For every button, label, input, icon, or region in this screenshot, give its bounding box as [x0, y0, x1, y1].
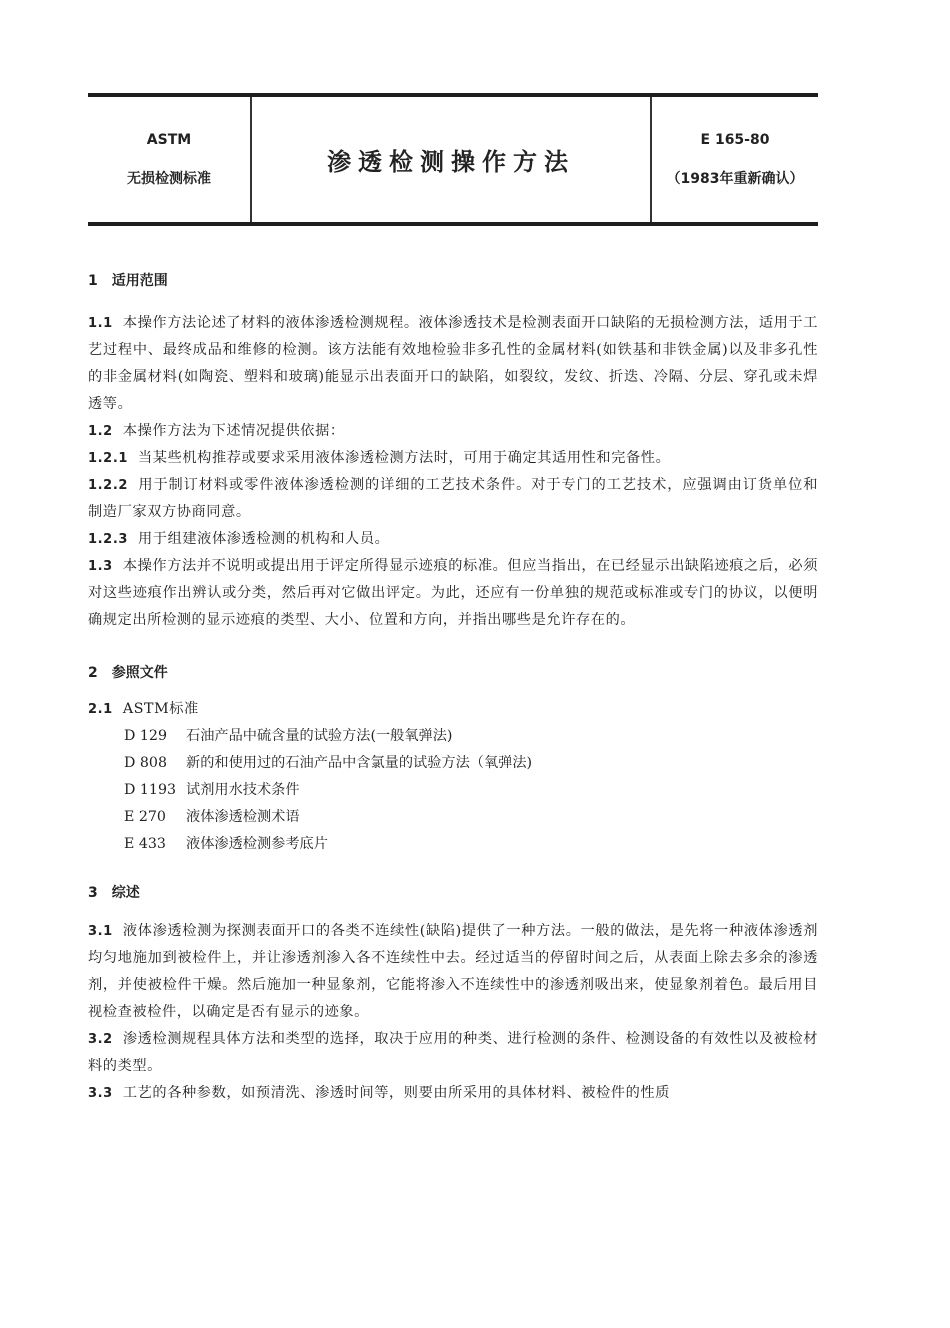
clause-text: 本操作方法论述了材料的液体渗透检测规程。液体渗透技术是检测表面开口缺陷的无损检测方法，适用于工艺过程中、最终成品和维修的检测。该方法能有效地检验非多孔性的金属材料(如铁基和非铁金属)以及非多孔性的非金属材料(如陶瓷、塑料和玻璃)能显示出表面开口的缺陷，如裂纹，发纹、折迭、冷隔、分层、穿孔或未焊透等。	[88, 315, 818, 412]
clause-number: 3.1	[88, 924, 113, 939]
standard-code: E 165-80	[700, 131, 770, 148]
document-header	[88, 93, 818, 227]
reference-title: 新的和使用过的石油产品中含氯量的试验方法（氧弹法)	[186, 755, 533, 771]
clause-1-2-1	[88, 445, 818, 472]
clause-number: 1.2.2	[88, 478, 129, 493]
clause-text: 渗透检测规程具体方法和类型的选择，取决于应用的种类、进行检测的条件、检测设备的有效性以及被检材料的类型。	[88, 1031, 818, 1074]
clause-number: 1.2.1	[88, 451, 129, 466]
clause-1-3	[88, 553, 818, 634]
clause-number: 3.3	[88, 1086, 113, 1101]
reference-code: E 433	[124, 836, 166, 852]
clause-3-1	[88, 918, 818, 1026]
document-body	[88, 270, 818, 1107]
clause-number: 1.3	[88, 559, 113, 574]
clause-text: 当某些机构推荐或要求采用液体渗透检测方法时，可用于确定其适用性和完备性。	[138, 450, 671, 466]
reapproved-note: （1983年重新确认）	[666, 170, 804, 187]
clause-number: 3.2	[88, 1032, 113, 1047]
clause-3-3	[88, 1080, 818, 1107]
header-org: ASTM	[146, 131, 192, 148]
clause-1-2-2	[88, 472, 818, 526]
reference-item	[124, 750, 818, 777]
reference-item	[124, 723, 818, 750]
reference-item	[124, 777, 818, 804]
header-category: 无损检测标准	[127, 170, 211, 187]
clause-number: 1.1	[88, 316, 113, 331]
document-title: 渗透检测操作方法	[327, 148, 575, 176]
clause-number: 2.1	[88, 702, 113, 717]
reference-code: D 1193	[124, 782, 176, 798]
clause-text: 本操作方法并不说明或提出用于评定所得显示迹痕的标准。但应当指出，在已经显示出缺陷迹痕之后，必须对这些迹痕作出辨认或分类，然后再对它做出评定。为此，还应有一份单独的规范或标准或专门的协议，以便明确规定出所检测的显示迹痕的类型、大小、位置和方向，并指出哪些是允许存在的。	[88, 558, 818, 628]
clause-text: 本操作方法为下述情况提供依据：	[122, 423, 345, 439]
clause-text: 用于组建液体渗透检测的机构和人员。	[138, 531, 390, 547]
reference-item	[124, 804, 818, 831]
clause-1-1	[88, 310, 818, 418]
reference-code: E 270	[124, 809, 166, 825]
reference-title: 液体渗透检测术语	[186, 809, 300, 825]
reference-title: 石油产品中硫含量的试验方法(一般氧弹法)	[186, 728, 453, 744]
header-bottom-rule	[88, 222, 818, 226]
header-left-cell	[88, 97, 250, 222]
reference-title: 液体渗透检测参考底片	[186, 836, 328, 852]
section-3-heading: 3 综述	[88, 885, 140, 901]
section-2-heading: 2 参照文件	[88, 665, 168, 681]
clause-1-2-3	[88, 526, 818, 553]
clause-number: 1.2.3	[88, 532, 129, 547]
reference-item	[124, 831, 818, 858]
reference-code: D 129	[124, 728, 167, 744]
clause-3-2	[88, 1026, 818, 1080]
clause-text: 液体渗透检测为探测表面开口的各类不连续性(缺陷)提供了一种方法。一般的做法，是先将一种液体渗透剂均匀地施加到被检件上，并让渗透剂渗入各不连续性中去。经过适当的停留时间之后，从表面上除去多余的渗透剂，并使被检件干燥。然后施加一种显象剂，它能将渗入不连续性中的渗透剂吸出来，使显象剂着色。最后用目视检查被检件，以确定是否有显示的迹象。	[88, 923, 818, 1020]
clause-text: 工艺的各种参数，如预清洗、渗透时间等，则要由所采用的具体材料、被检件的性质	[122, 1085, 670, 1101]
section-1-heading: 1 适用范围	[88, 273, 168, 289]
clause-text: ASTM标准	[122, 701, 199, 717]
header-title-cell	[252, 97, 650, 222]
clause-number: 1.2	[88, 424, 113, 439]
clause-1-2	[88, 418, 818, 445]
reference-title: 试剂用水技术条件	[186, 782, 300, 798]
header-right-cell	[652, 97, 818, 222]
clause-text: 用于制订材料或零件液体渗透检测的详细的工艺技术条件。对于专门的工艺技术，应强调由订货单位和制造厂家双方协商同意。	[88, 477, 818, 520]
reference-code: D 808	[124, 755, 167, 771]
clause-2-1	[88, 696, 818, 723]
